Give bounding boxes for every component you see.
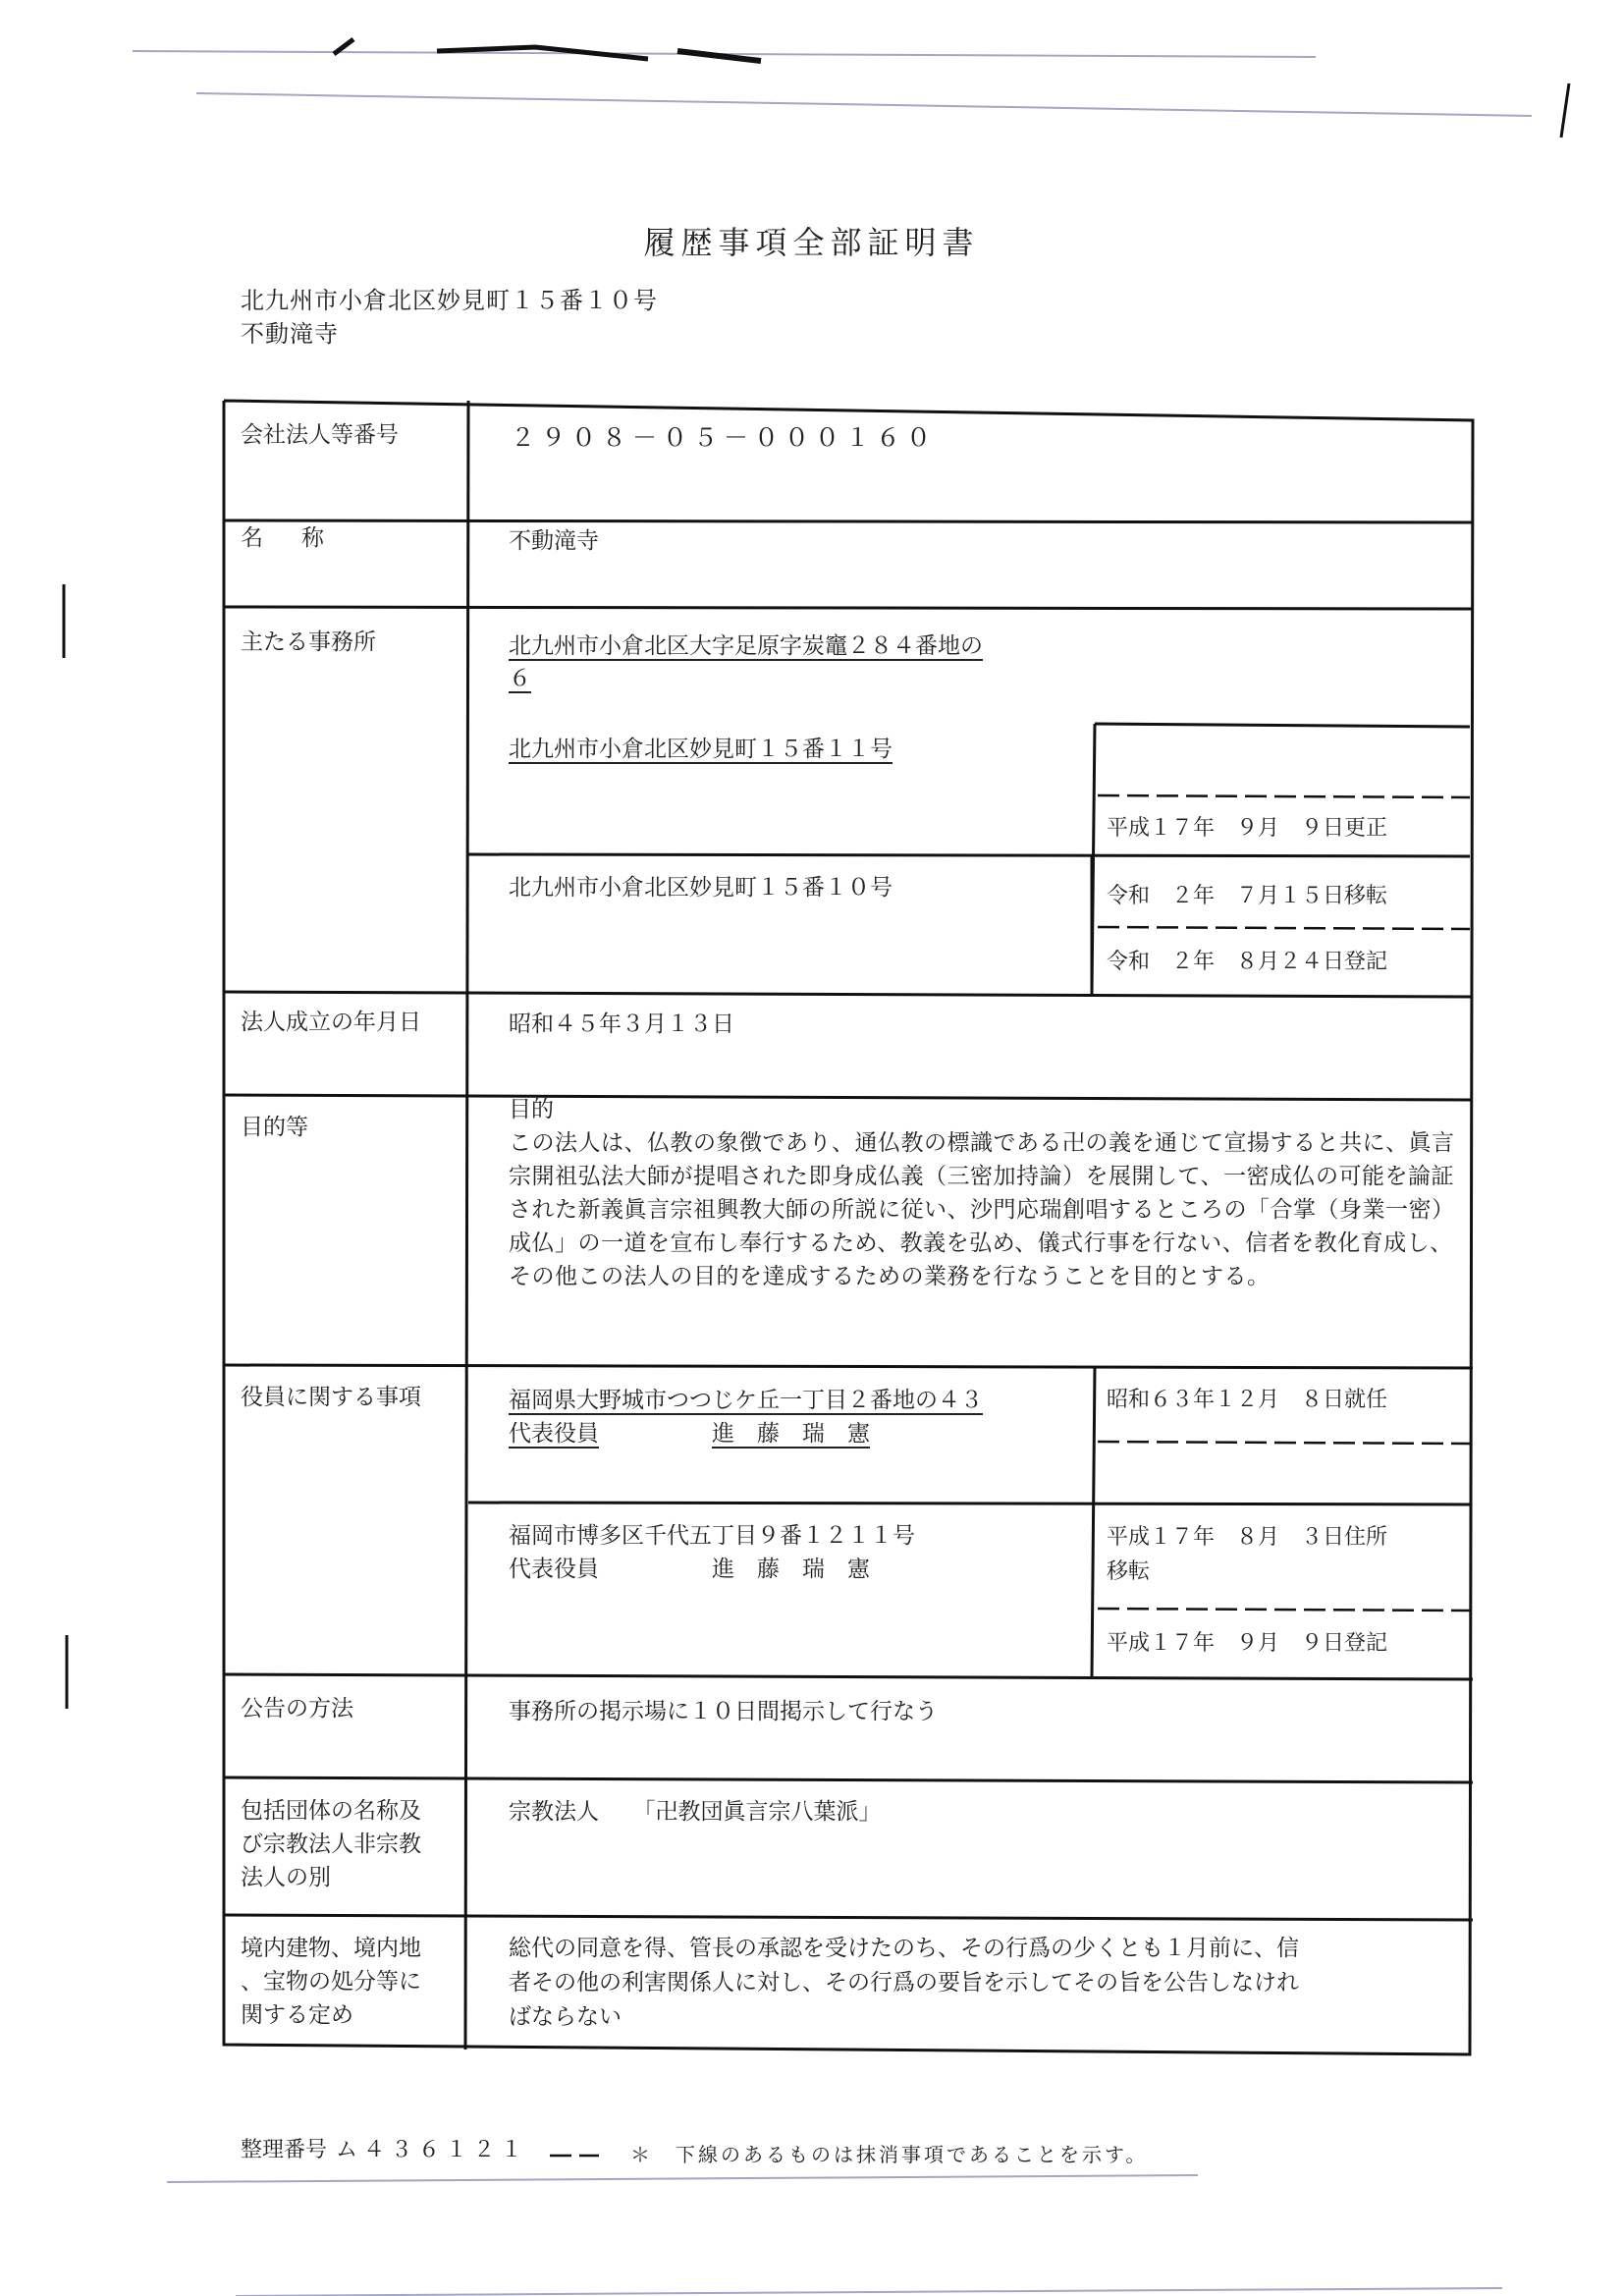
office-address-1-line2: ６	[509, 666, 531, 691]
office-address-2: 北九州市小倉北区妙見町１５番１１号	[509, 737, 893, 762]
officer-1-role: 代表役員	[509, 1421, 599, 1447]
label-purpose: 目的等	[241, 1115, 308, 1140]
officer-2-role: 代表役員	[509, 1557, 599, 1582]
officer-2-note-address: 平成１７年 ８月 ３日住所	[1107, 1525, 1388, 1550]
established-value: 昭和４５年３月１３日	[509, 1011, 734, 1037]
office-note-correction: 平成１７年 ９月 ９日更正	[1107, 816, 1388, 841]
officer-1-name: 進 藤 瑞 憲	[712, 1421, 870, 1447]
property-text-line2: 者その他の利害関係人に対し、その行爲の要旨を示してその旨を公告しなけれ	[509, 1970, 1299, 1995]
officer-2-note-move: 移転	[1107, 1559, 1151, 1584]
label-office: 主たる事務所	[241, 629, 376, 655]
label-umbrella-line3: 法人の別	[241, 1865, 331, 1890]
footer-number: ム４３６１２１	[336, 2138, 529, 2162]
label-umbrella-line2: び宗教法人非宗教	[241, 1831, 421, 1857]
notice-value: 事務所の掲示場に１０日間掲示して行なう	[509, 1699, 938, 1724]
officer-1-address: 福岡県大野城市つつじケ丘一丁目２番地の４３	[509, 1388, 983, 1413]
officer-2-address: 福岡市博多区千代五丁目９番１２１１号	[509, 1523, 915, 1549]
officer-2-note-registration: 平成１７年 ９月 ９日登記	[1107, 1631, 1388, 1656]
officer-1-note: 昭和６３年１２月 ８日就任	[1107, 1388, 1388, 1412]
label-umbrella-line1: 包括団体の名称及	[241, 1798, 421, 1824]
header-address: 北九州市小倉北区妙見町１５番１０号	[241, 287, 658, 314]
office-address-1-line1: 北九州市小倉北区大字足原字炭竈２８４番地の	[509, 633, 983, 659]
umbrella-value: 宗教法人 「卍教団眞言宗八葉派」	[509, 1799, 882, 1825]
name-value: 不動滝寺	[509, 528, 599, 554]
label-name: 名 称	[241, 525, 332, 551]
office-note-registration: 令和 ２年 ８月２４日登記	[1107, 950, 1388, 974]
document-title: 履歴事項全部証明書	[643, 224, 980, 261]
purpose-text: この法人は、仏教の象徴であり、通仏教の標識である卍の義を通じて宣揚すると共に、眞言宗開祖弘法大師が提唱された即身成仏義（三密加持論）を展開して、一密成仏の可能を論証された新義眞言宗祖興教大師の所説に従い、沙門応瑞創唱するところの「合掌（身業一密）成仏」の一道を宣布し奉行するため、教義を弘め、儀式行事を行ない、信者を教化育成し、その他この法人の目的を達成するための業務を行なうことを目的とする。	[509, 1130, 1455, 1289]
label-property-line3: 関する定め	[241, 2002, 353, 2028]
label-officers: 役員に関する事項	[241, 1385, 421, 1410]
purpose-heading: 目的	[509, 1097, 554, 1122]
label-established: 法人成立の年月日	[241, 1010, 421, 1035]
scan-top-marks	[133, 39, 1569, 137]
office-note-move: 令和 ２年 ７月１５日移転	[1107, 884, 1388, 908]
property-text-line1: 総代の同意を得、管長の承認を受けたのち、その行爲の少くとも１月前に、信	[509, 1936, 1299, 1961]
label-corp-number: 会社法人等番号	[241, 422, 399, 448]
label-notice: 公告の方法	[241, 1696, 353, 1722]
corp-number-value: ２９０８－０５－０００１６０	[511, 423, 938, 452]
scan-bottom-marks	[167, 2175, 1502, 2296]
label-property-line1: 境内建物、境内地	[241, 1936, 421, 1961]
property-text-line3: ばならない	[509, 2004, 622, 2030]
office-address-3: 北九州市小倉北区妙見町１５番１０号	[509, 875, 893, 901]
footer-label: 整理番号	[241, 2138, 328, 2162]
side-marks	[64, 584, 67, 1709]
officer-2-name: 進 藤 瑞 憲	[712, 1557, 870, 1582]
footer-note: ＊ 下線のあるものは抹消事項であることを示す。	[630, 2143, 1149, 2166]
header-name: 不動滝寺	[241, 320, 339, 348]
label-property-line2: 、宝物の処分等に	[241, 1969, 421, 1995]
